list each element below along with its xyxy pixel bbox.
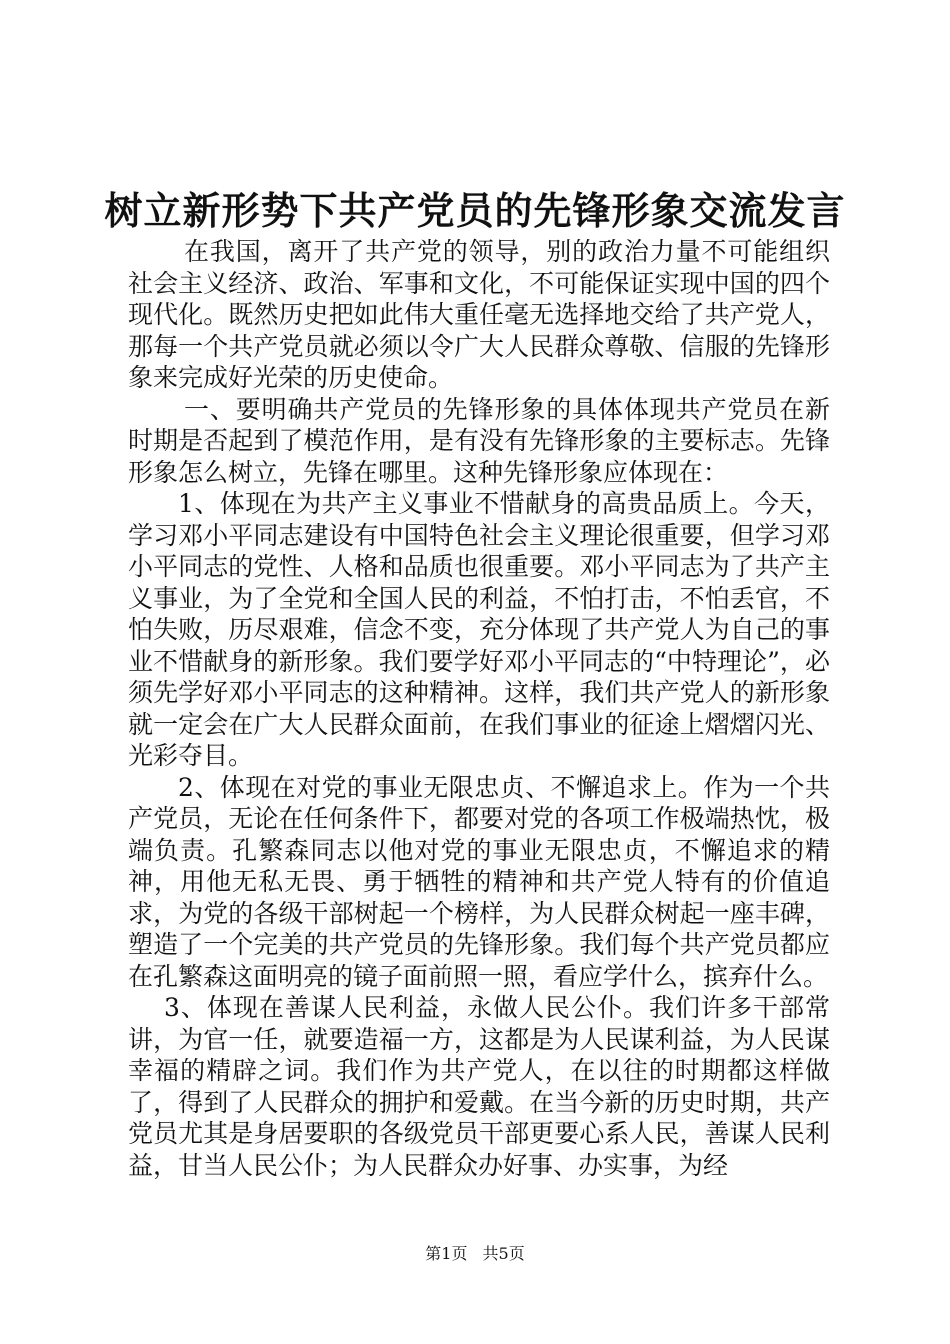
paragraph-point-one: 1、体现在为共产主义事业不惜献身的高贵品质上。今天，学习邓小平同志建设有中国特色社会主义理论很重要，但学习邓小平同志的党性、人格和品质也很重要。邓小平同志为了共产主义事业，为了全党和全国人民的利益，不怕打击，不怕丢官，不怕失败，历尽艰难，信念不变，充分体现了共产党人为自己的事业不惜献身的新形象。我们要学好邓小平同志的“中特理论”，必须先学好邓小平同志的这种精神。这样，我们共产党人的新形象就一定会在广大人民群众面前，在我们事业的征途上熠熠闪光、光彩夺目。 — [128, 489, 830, 770]
paragraph-section-one: 一、要明确共产党员的先锋形象的具体体现共产党员在新时期是否起到了模范作用，是有没有先锋形象的主要标志。先锋形象怎么树立，先锋在哪里。这种先锋形象应体现在： — [128, 394, 830, 487]
document-title: 树立新形势下共产党员的先锋形象交流发言 — [104, 188, 846, 233]
page-total: 共5页 — [482, 1244, 525, 1263]
page-footer — [0, 1243, 950, 1265]
page-number: 第1页 — [425, 1244, 468, 1263]
paragraph-point-two: 2、体现在对党的事业无限忠贞、不懈追求上。作为一个共产党员，无论在任何条件下，都要对党的各项工作极端热忱，极端负责。孔繁森同志以他对党的事业无限忠贞，不懈追求的精神，用他无私无畏、勇于牺牲的精神和共产党人特有的价值追求，为党的各级干部树起一个榜样，为人民群众树起一座丰碑，塑造了一个完美的共产党员的先锋形象。我们每个共产党员都应在孔繁森这面明亮的镜子面前照一照，看应学什么，摈弃什么。 — [128, 772, 830, 991]
paragraph-point-three: 3、体现在善谋人民利益，永做人民公仆。我们许多干部常讲，为官一任，就要造福一方，这都是为人民谋利益，为人民谋幸福的精辟之词。我们作为共产党人，在以往的时期都这样做了，得到了人民群众的拥护和爱戴。在当今新的历史时期，共产党员尤其是身居要职的各级党员干部更要心系人民，善谋人民利益，甘当人民公仆；为人民群众办好事、办实事，为经 — [128, 993, 830, 1180]
paragraph-intro: 在我国，离开了共产党的领导，别的政治力量不可能组织社会主义经济、政治、军事和文化，不可能保证实现中国的四个现代化。既然历史把如此伟大重任毫无选择地交给了共产党人，那每一个共产党员就必须以令广大人民群众尊敬、信服的先锋形象来完成好光荣的历史使命。 — [128, 237, 830, 392]
document-body — [128, 236, 830, 1181]
